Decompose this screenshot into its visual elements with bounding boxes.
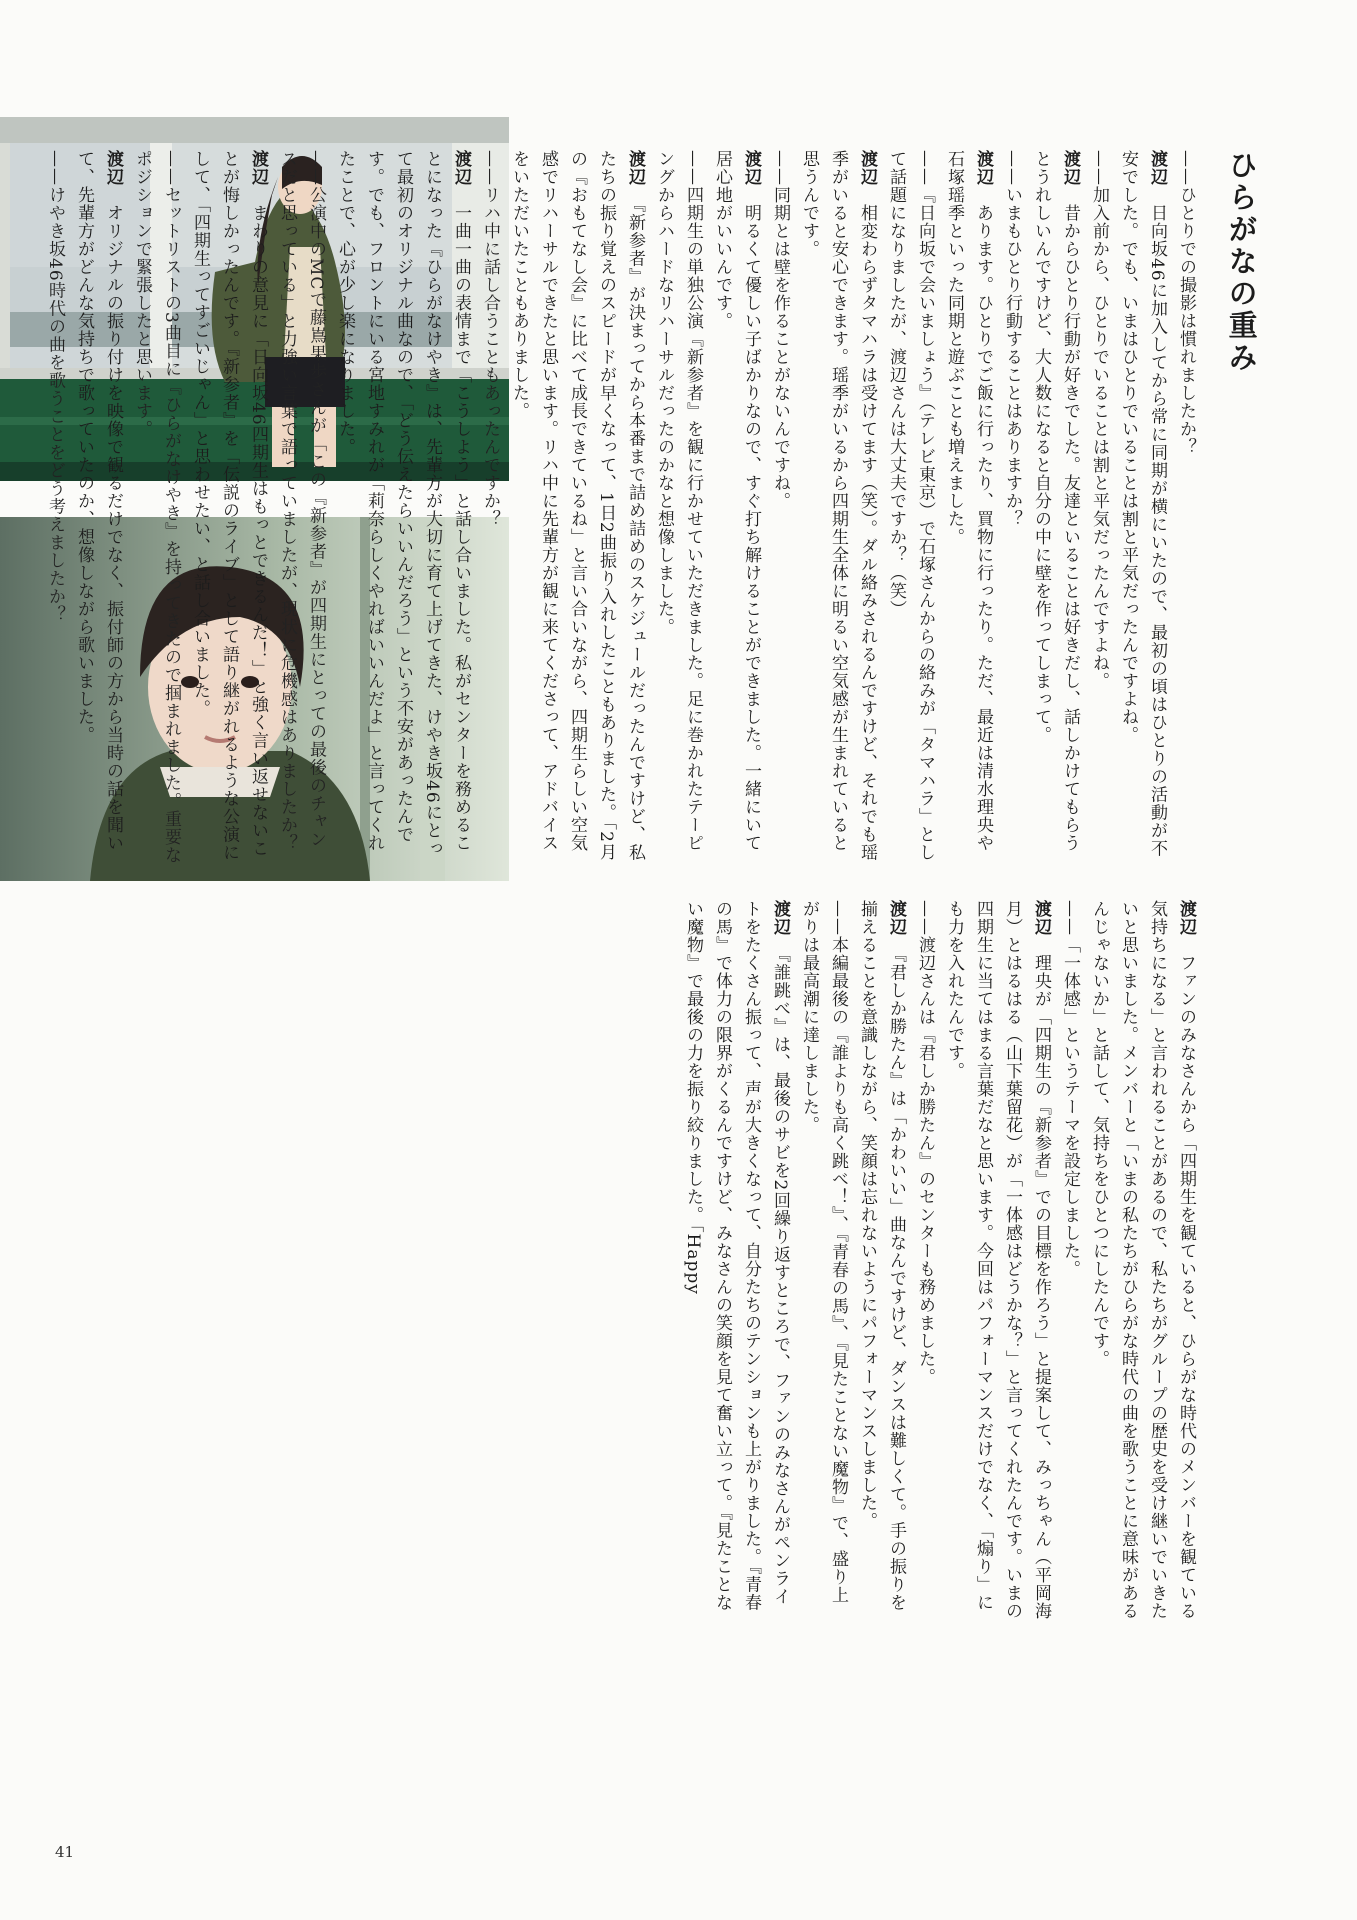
speaker-label: 渡辺 [973,150,993,186]
interview-answer [707,150,765,865]
paragraph-text: ——公演中のMCで藤嶌果歩さんが「この『新参者』が四期生にとっての最後のチャンスだと思っている」と力強い言葉で語っていましたが、現状に危機感はありましたか？ [277,150,326,852]
paragraph-text: ファンのみなさんから「四期生を観ていると、ひらがな時代のメンバーを観ている気持ちになる」と言われることがあるので、私たちがグループの歴史を受け継いでいきたいと思いました。メンバーと「いまの私たちがひらがな時代の曲を歌うことに意味があるんじゃないか」と話して、気持ちをひとつにしたんです。 [1089,900,1196,1620]
paragraph-text: 理央が「四期生の『新参者』での目標を作ろう」と提案して、みっちゃん（平岡海月）とはるはる（山下葉留花）が「一体感はどうかな？」と言ってくれたんです。いまの四期生に当てはまる言葉だなと思います。今回はパフォーマンスだけでなく、「煽り」にも力を入れたんです。 [944,900,1051,1620]
paragraph-text: 日向坂46に加入してから常に同期が横にいたので、最初の頃はひとりの活動が不安でした。でも、いまはひとりでいることは割と平気だったんですよね。 [1118,150,1167,858]
paragraph-text: ——リハ中に話し合うこともあったんですか？ [480,150,500,528]
interview-question [765,150,794,865]
speaker-label: 渡辺 [1031,900,1051,936]
speaker-label: 渡辺 [741,150,761,186]
speaker-label: 渡辺 [1176,900,1196,936]
paragraph-text: ——『日向坂で会いましょう』（テレビ東京）で石塚さんからの絡みが「タマハラ」として話題になりましたが、渡辺さんは大丈夫ですか？（笑） [886,150,935,862]
paragraph-text: ——いまもひとり行動することはありますか？ [1002,150,1022,528]
paragraph-text: 昔からひとり行動が好きでした。友達といることは好きだし、話しかけてもらうとうれしいんですけど、大人数になると自分の中に壁を作ってしまって。 [1031,150,1080,852]
interview-question [1055,900,1084,1620]
paragraph-text: 『君しか勝たん』は「かわいい」曲なんですけど、ダンスは難しくて。手の振りを揃えることを意識しながら、笑顔は忘れないようにパフォーマンスしました。 [857,900,906,1612]
interview-answer [852,900,910,1620]
interview-answer [69,150,127,865]
speaker-label: 渡辺 [857,150,877,186]
interview-question [1171,150,1200,865]
interview-question [475,150,504,865]
interview-question [272,150,330,865]
speaker-label: 渡辺 [625,150,645,186]
interview-answer [1026,150,1084,865]
paragraph-text: 一曲一曲の表情まで「こうしよう」と話し合いました。私がセンターを務めることになった『ひらがなけやき』は、先輩方が大切に育て上げてきた、けやき坂46にとって最初のオリジナル曲なので、「どう伝えたらいいんだろう」という不安があったんです。でも、フロントにいる宮地すみれが「莉奈らしくやればいいんだよ」と言ってくれたことで、心が少し楽になりました。 [335,150,471,858]
interview-answer [678,900,794,1620]
speaker-label: 渡辺 [886,900,906,936]
interview-answer [939,900,1055,1620]
interview-answer [504,150,649,865]
paragraph-text: 明るくて優しい子ばかりなので、すぐ打ち解けることができました。一緒にいて居心地がいいんです。 [712,150,761,852]
interview-answer [1084,900,1200,1620]
speaker-label: 渡辺 [1060,150,1080,186]
speaker-label: 渡辺 [103,150,123,186]
headline-column [1210,150,1280,510]
interview-question [997,150,1026,865]
article-headline: ひらがなの重み [1224,150,1259,374]
paragraph-text: ——ひとりでの撮影は慣れましたか？ [1176,150,1196,456]
paragraph-text: ——本編最後の『誰よりも高く跳べ！』、『青春の馬』、『見たことない魔物』で、盛り上がりは最高潮に達しました。 [799,900,848,1604]
speaker-label: 渡辺 [770,900,790,936]
interview-answer [330,150,475,865]
paragraph-text: まわりの意見に「日向坂46四期生はもっとできるんだ！」と強く言い返せないことが悔しかったんです。『新参者』を「伝説のライブ」として語り継がれるような公演にして、「四期生ってすごいじゃん」と思わせたい、と話し合いました。 [190,150,268,862]
paragraph-text: オリジナルの振り付けを映像で観るだけでなく、振付師の方から当時の話を聞いて、先輩方がどんな気持ちで歌っていたのか、想像しながら歌いました。 [74,150,123,852]
interview-question [127,150,185,865]
speaker-label: 渡辺 [451,150,471,186]
paragraph-text: 『誰跳べ』は、最後のサビを2回繰り返すところで、ファンのみなさんがペンライトをたくさん振って、声が大きくなって、自分たちのテンションも上がりました。『青春の馬』で体力の限界がくるんですけど、みなさんの笑顔を見て奮い立って。『見たことない魔物』で最後の力を振り絞りました。「Happy [683,900,790,1612]
paragraph-text: ——同期とは壁を作ることがないんですね。 [770,150,790,510]
text-tier-lower [532,900,1200,1620]
interview-answer [939,150,997,865]
interview-question [649,150,707,865]
interview-answer [794,150,881,865]
interview-question [881,150,939,865]
interview-question [1084,150,1113,865]
paragraph-text: ——セットリストの3曲目に『ひらがなけやき』を持ってきたので掴まれました。重要なポジションで緊張したと思います。 [132,150,181,864]
paragraph-text: ——四期生の単独公演『新参者』を観に行かせていただきました。足に巻かれたテーピングからハードなリハーサルだったのかなと想像しました。 [654,150,703,852]
interview-answer [1113,150,1171,865]
paragraph-text: ——けやき坂46時代の曲を歌うことをどう考えましたか？ [45,150,65,624]
paragraph-text: 相変わらずタマハラは受けてます（笑）。ダル絡みされるんですけど、それでも瑶季がいると安心できます。瑶季がいるから四期生全体に明るい空気感が生まれていると思うんです。 [799,150,877,862]
paragraph-text: ——「一体感」というテーマを設定しました。 [1060,900,1080,1278]
paragraph-text: ——渡辺さんは『君しか勝たん』のセンターも務めました。 [915,900,935,1386]
interview-question [40,150,69,865]
interview-question [794,900,852,1620]
interview-question [910,900,939,1620]
paragraph-text: あります。ひとりでご飯に行ったり、買物に行ったり。ただ、最近は清水理央や石塚瑶季といった同期と遊ぶことも増えました。 [944,150,993,852]
paragraph-text: 『新参者』が決まってから本番まで詰め詰めのスケジュールだったんですけど、私たちの振り覚えのスピードが早くなって、1日2曲振り入れしたこともありました。「2月の『おもてなし会』に比べて成長できているね」と言い合いながら、四期生らしい空気感でリハーサルできたと思います。リハ中に先輩方が観に来てくださって、アドバイスをいただいたこともありました。 [509,150,645,862]
speaker-label: 渡辺 [1147,150,1167,186]
page-number: 41 [55,1843,75,1861]
paragraph-text: ——加入前から、ひとりでいることは割と平気だったんですよね。 [1089,150,1109,690]
speaker-label: 渡辺 [248,150,268,186]
text-tier-upper [45,150,1200,865]
interview-answer [185,150,272,865]
